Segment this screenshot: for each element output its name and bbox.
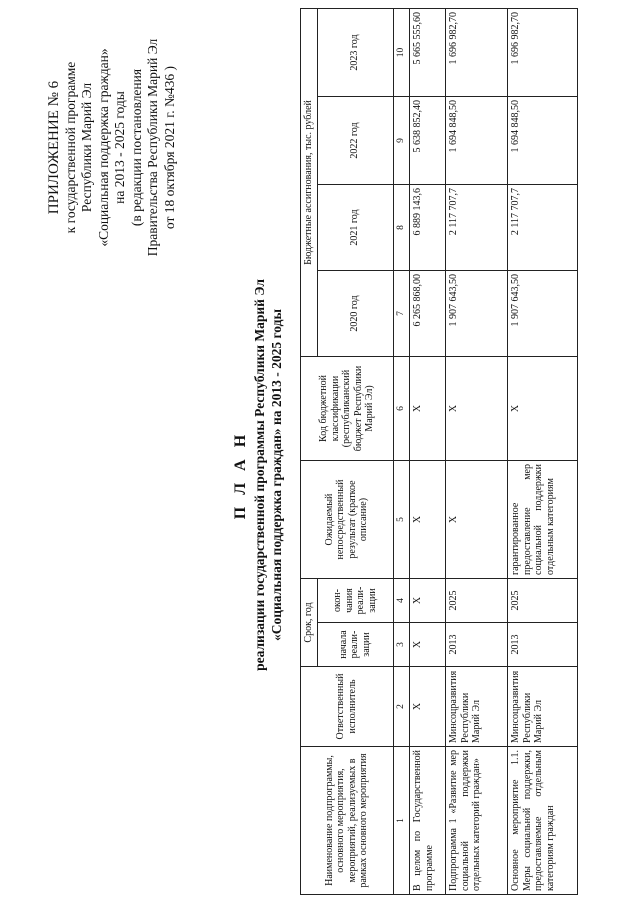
header-start: начала реали-зации — [317, 623, 393, 667]
appendix-line: (в редакции постановления — [128, 68, 144, 227]
title-line-1: реализации государственной программы Республики Марий Эл — [252, 279, 267, 671]
row-end: 2025 — [446, 579, 508, 623]
column-number: 3 — [393, 623, 410, 667]
column-number: 9 — [393, 97, 410, 185]
header-year-2021: 2021 год — [317, 185, 393, 271]
row-2020: 1 907 643,50 — [446, 271, 508, 357]
row-2022: 1 694 848,50 — [446, 97, 508, 185]
appendix-line: от 18 октября 2021 г. №436 ) — [161, 65, 177, 230]
plan-table — [300, 8, 578, 895]
row-2020: 6 265 868,00 — [410, 271, 446, 357]
row-kbk: Х — [446, 357, 508, 461]
row-kbk: Х — [410, 357, 446, 461]
appendix-line: к государственной программе — [62, 61, 78, 234]
column-number: 7 — [393, 271, 410, 357]
row-result: Х — [446, 461, 508, 579]
row-executor: Х — [410, 667, 446, 747]
appendix-heading: ПРИЛОЖЕНИЕ № 6 — [46, 80, 62, 215]
header-year-2022: 2022 год — [317, 97, 393, 185]
row-result: Х — [410, 461, 446, 579]
row-executor: Минсоцразвития Республики Марий Эл — [508, 667, 578, 747]
column-number: 10 — [393, 8, 410, 96]
header-executor: Ответственный исполнитель — [301, 667, 394, 747]
row-name: Основное мероприятие 1.1. Меры социальной поддержки, предоставляемые отдельным категориям граждан — [508, 747, 578, 895]
row-end: Х — [410, 579, 446, 623]
row-2021: 2 117 707,7 — [446, 185, 508, 271]
header-period: Срок, год — [301, 579, 318, 667]
header-year-2023: 2023 год — [317, 8, 393, 96]
appendix-line: Правительства Республики Марий Эл — [145, 38, 160, 257]
row-2023: 1 696 982,70 — [508, 8, 578, 96]
column-number-row — [393, 8, 410, 894]
column-number: 5 — [393, 461, 410, 579]
appendix-line: «Социальная поддержка граждан» — [95, 48, 111, 247]
title-line-2: «Социальная поддержка граждан» на 2013 - 2025 годы — [269, 308, 284, 642]
row-executor: Минсоцразвития Республики Марий Эл — [446, 667, 508, 747]
column-number: 4 — [393, 579, 410, 623]
row-2023: 5 665 555,60 — [410, 8, 446, 96]
column-number: 2 — [393, 667, 410, 747]
header-end: окон-чания реали-зации — [317, 579, 393, 623]
plan-word: П Л А Н — [232, 430, 249, 520]
header-budget: Бюджетные ассигнования, тыс. рублей — [301, 8, 318, 356]
row-2021: 6 889 143,6 — [410, 185, 446, 271]
row-end: 2025 — [508, 579, 578, 623]
appendix-line: на 2013 - 2025 годы — [112, 91, 127, 204]
row-start: 2013 — [446, 623, 508, 667]
row-2023: 1 696 982,70 — [446, 8, 508, 96]
row-start: 2013 — [508, 623, 578, 667]
table-row — [410, 8, 446, 894]
row-result: гарантированное предоставление мер социальной поддержки отдельным категориям — [508, 461, 578, 579]
row-name: Подпрограмма 1 «Развитие мер социальной поддержки отдельных категорий граждан» — [446, 747, 508, 895]
header-result: Ожидаемый непосредственный результат (краткое описание) — [301, 461, 394, 579]
column-number: 6 — [393, 357, 410, 461]
table-row — [508, 8, 578, 894]
appendix-line: Республики Марий Эл — [79, 82, 94, 213]
table-row — [446, 8, 508, 894]
column-number: 8 — [393, 185, 410, 271]
row-2020: 1 907 643,50 — [508, 271, 578, 357]
row-start: Х — [410, 623, 446, 667]
row-2022: 1 694 848,50 — [508, 97, 578, 185]
header-name: Наименование подпрограммы, основного мероприятия, мероприятий, реализуемых в рамках основного мероприятия — [301, 747, 394, 895]
document-title — [232, 195, 285, 755]
row-kbk: Х — [508, 357, 578, 461]
column-number: 1 — [393, 747, 410, 895]
row-2021: 2 117 707,7 — [508, 185, 578, 271]
appendix-block — [46, 20, 178, 275]
header-year-2020: 2020 год — [317, 271, 393, 357]
header-kbk: Код бюджетной классификации (республиканский бюджет Республики Марий Эл) — [301, 357, 394, 461]
row-name: В целом по Государственной программе — [410, 747, 446, 895]
row-2022: 5 638 852,40 — [410, 97, 446, 185]
